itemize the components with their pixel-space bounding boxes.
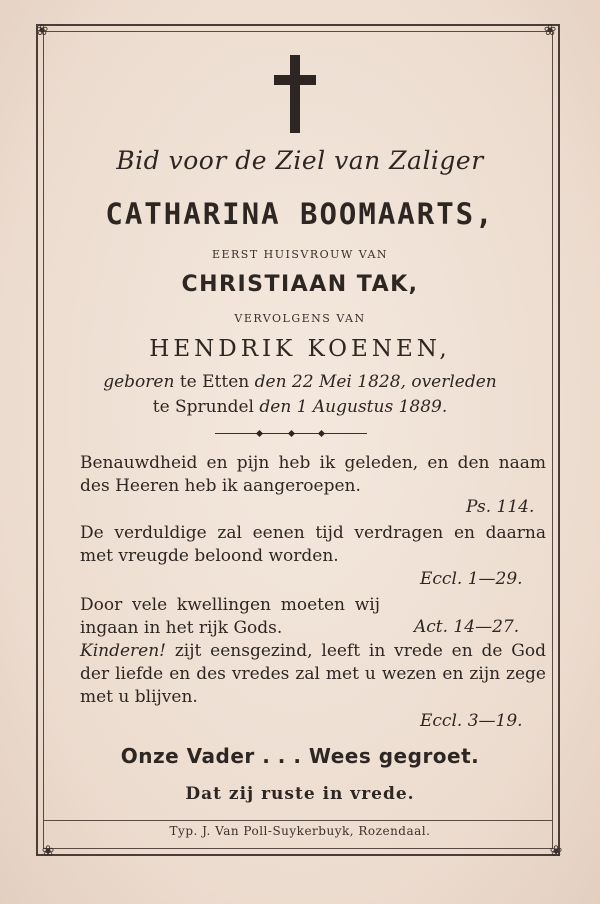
verse-2: De verduldige zal eenen tijd verdragen en daarna met vreugde beloond worden. bbox=[80, 523, 546, 566]
verse-1-ref: Ps. 114. bbox=[466, 497, 535, 517]
cross-icon bbox=[274, 55, 316, 133]
birth-place: te Etten bbox=[179, 372, 250, 392]
deceased-name: CATHARINA BOOMAARTS, bbox=[105, 197, 495, 231]
verse-3: Door vele kwellingen moeten wij ingaan in het rijk Gods. bbox=[80, 595, 380, 638]
second-spouse-intro: VERVOLGENS VAN bbox=[234, 312, 366, 325]
verse-1: Benauwdheid en pijn heb ik geleden, en den naam des Heeren heb ik aangeroepen. bbox=[80, 453, 546, 496]
verse-4-text: zijt eensgezind, leeft in vrede en de God der liefde en des vredes zal met u wezen en zijn zege met u blijven. bbox=[80, 641, 547, 707]
footer-rule bbox=[44, 820, 552, 821]
first-spouse-intro: EERST HUISVROUW VAN bbox=[211, 248, 389, 261]
corner-ornament-icon: ❀ bbox=[35, 21, 49, 39]
death-line bbox=[0, 397, 600, 417]
rest-in-peace: Dat zij ruste in vrede. bbox=[185, 784, 415, 804]
verse-4 bbox=[80, 640, 546, 709]
verse-3-ref: Act. 14—27. bbox=[414, 617, 520, 637]
printer-imprint: Typ. J. Van Poll-Suykerbuyk, Rozendaal. bbox=[169, 824, 431, 838]
verse-2-ref: Eccl. 1—29. bbox=[420, 569, 523, 589]
ornamental-divider bbox=[215, 431, 367, 437]
birth-line bbox=[0, 372, 600, 392]
birth-label: geboren bbox=[103, 372, 175, 392]
verse-4-ref: Eccl. 3—19. bbox=[420, 711, 523, 731]
first-spouse-name: CHRISTIAAN TAK, bbox=[181, 272, 419, 297]
death-place: te Sprundel bbox=[152, 397, 254, 417]
death-label: overleden bbox=[411, 372, 497, 392]
second-spouse-name: HENDRIK KOENEN, bbox=[149, 336, 451, 362]
death-date: den 1 Augustus 1889. bbox=[259, 397, 448, 417]
verse-4-lead: Kinderen! bbox=[80, 641, 166, 661]
corner-ornament-icon: ❀ bbox=[41, 842, 55, 860]
corner-ornament-icon: ❀ bbox=[549, 842, 563, 860]
birth-date: den 22 Mei 1828, bbox=[254, 372, 406, 392]
prayer-heading: Bid voor de Ziel van Zaliger bbox=[116, 146, 484, 175]
closing-prayer: Onze Vader . . . Wees gegroet. bbox=[120, 744, 480, 768]
corner-ornament-icon: ❀ bbox=[543, 21, 557, 39]
